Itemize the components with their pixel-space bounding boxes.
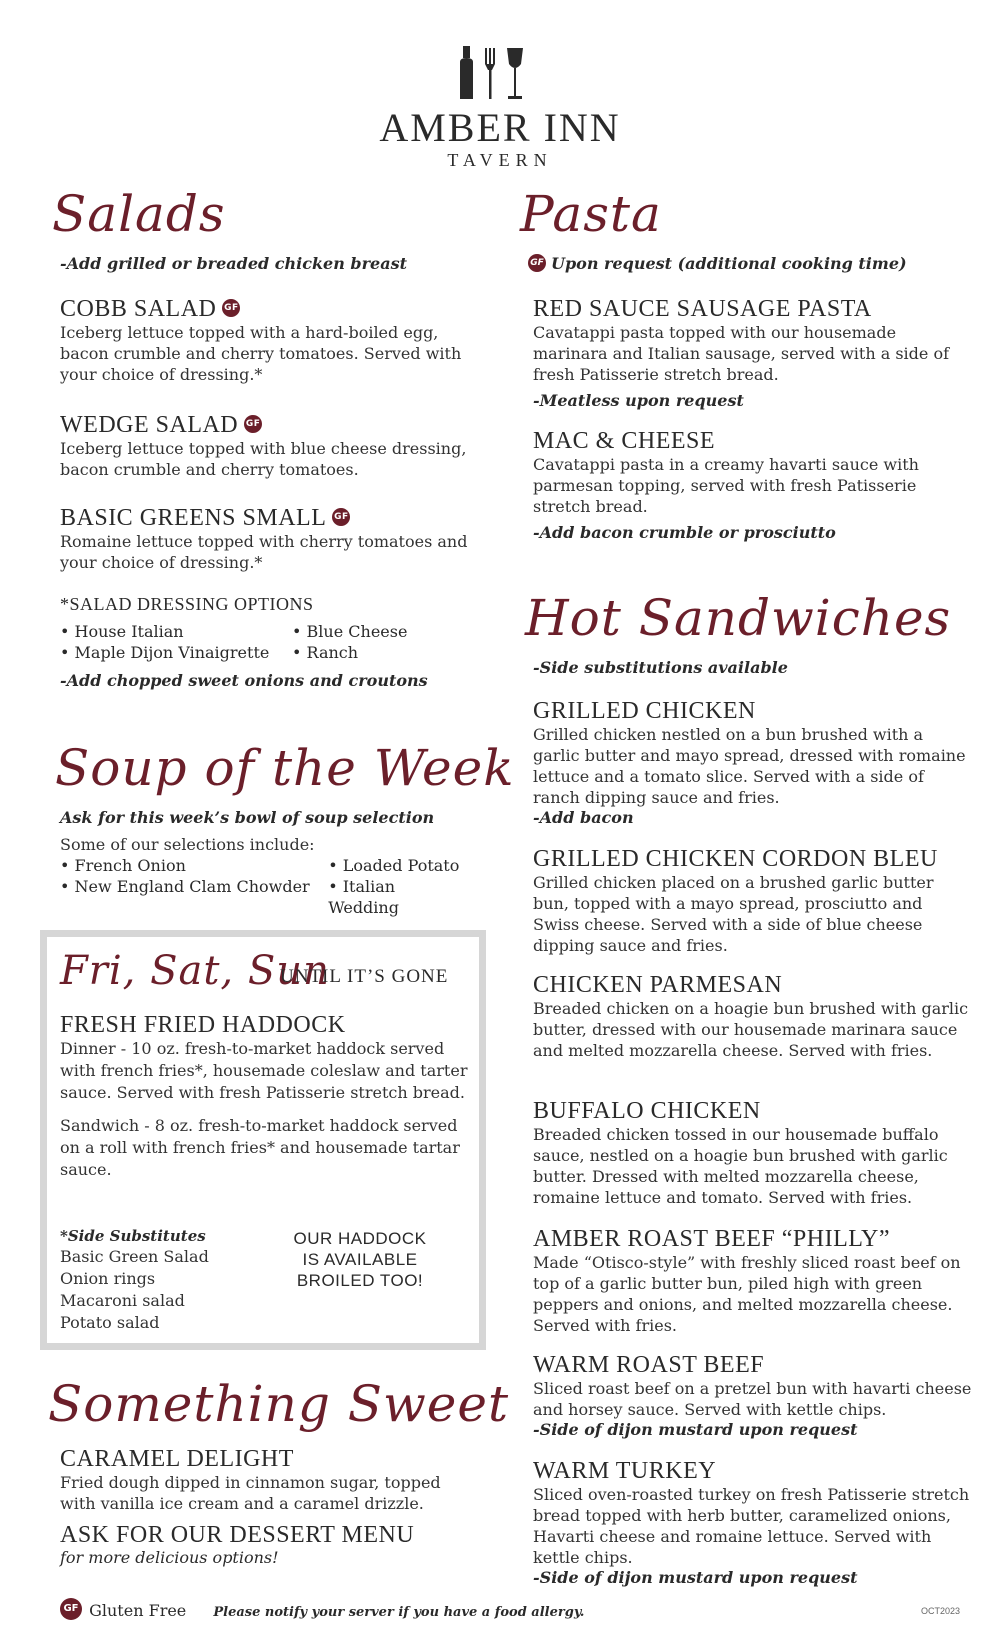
broiled-line: BROILED TOO! — [296, 1271, 424, 1290]
item-description: Fried dough dipped in cinnamon sugar, topped with vanilla ice cream and a caramel drizzle. — [60, 1473, 441, 1513]
soup-title: Soup of the Week — [55, 739, 515, 797]
gluten-free-icon: GF — [60, 1598, 82, 1620]
soup-list-right — [328, 855, 470, 918]
dinner-description: Dinner - 10 oz. fresh-to-market haddock served with french fries*, housemade coleslaw and tarter sauce. Served with fresh Patisserie stretch bread. — [60, 1039, 468, 1102]
weekend-tag: UNTIL IT’S GONE — [280, 966, 449, 987]
red-sauce-sausage-pasta — [533, 296, 973, 411]
warm-turkey — [533, 1458, 973, 1588]
list-item: • New England Clam Chowder — [60, 876, 328, 897]
dressing-title: *SALAD DRESSING OPTIONS — [60, 594, 314, 614]
item-name: COBB SALAD GF — [60, 296, 239, 322]
sandwiches-note: -Side substitutions available — [533, 658, 788, 677]
item-name: WARM ROAST BEEF — [533, 1352, 765, 1378]
dressing-note: -Add chopped sweet onions and croutons — [60, 671, 428, 690]
item-description: Breaded chicken on a hoagie bun brushed with garlic butter, dressed with our housemade marinara sauce and melted mozzarella cheese. Served with fries. — [533, 999, 969, 1060]
list-item: • Maple Dijon Vinaigrette — [60, 642, 292, 663]
item-name: CHICKEN PARMESAN — [533, 972, 783, 998]
item-description: Made “Otisco-style” with freshly sliced roast beef on top of a garlic butter bun, piled high with green peppers and onions, and melted mozzarella cheese. Served with fries. — [533, 1253, 961, 1335]
item-description: Cavatappi pasta topped with our housemade marinara and Italian sausage, served with a side of fresh Patisserie stretch bread. — [533, 323, 950, 384]
item-description: Breaded chicken tossed in our housemade buffalo sauce, nestled on a hoagie bun brushed with garlic butter. Dressed with melted mozzarella cheese, romaine lettuce and tomato. Served with fries. — [533, 1125, 948, 1207]
item-note: -Meatless upon request — [533, 391, 744, 410]
list-item: • Ranch — [292, 642, 407, 663]
broiled-line: OUR HADDOCK — [293, 1229, 427, 1248]
item-description: Cavatappi pasta in a creamy havarti sauce with parmesan topping, served with fresh Patisserie stretch bread. — [533, 455, 919, 516]
list-item: Onion rings — [60, 1269, 156, 1288]
dressing-options — [60, 594, 470, 691]
item-note: -Add bacon — [533, 808, 634, 827]
dessert-menu-title: ASK FOR OUR DESSERT MENU — [60, 1522, 415, 1548]
buffalo-chicken — [533, 1098, 973, 1208]
brand-title: AMBER INN — [379, 105, 621, 150]
list-item: • French Onion — [60, 855, 328, 876]
item-note: -Side of dijon mustard upon request — [533, 1420, 858, 1439]
dressing-list-right — [292, 621, 407, 663]
list-item: • Loaded Potato — [328, 855, 470, 876]
item-name: CARAMEL DELIGHT — [60, 1446, 294, 1472]
basic-greens-small — [60, 505, 470, 573]
item-description: Grilled chicken nestled on a bun brushed with a garlic butter and mayo spread, dressed with romaine lettuce and a tomato slice. Served with a side of ranch dipping sauce and fries. — [533, 725, 966, 807]
gluten-free-icon: GF — [222, 299, 240, 317]
item-name: BASIC GREENS SMALL GF — [60, 505, 349, 531]
fresh-fried-haddock — [60, 1012, 470, 1181]
list-item: • Italian Wedding — [328, 876, 470, 918]
soup-intro: Some of our selections include: — [60, 835, 315, 854]
item-name: BUFFALO CHICKEN — [533, 1098, 761, 1124]
pasta-title: Pasta — [520, 185, 662, 243]
gluten-free-icon: GF — [528, 254, 546, 272]
dessert-menu-sub: for more delicious options! — [60, 1548, 279, 1567]
soup-note: Ask for this week’s bowl of soup selection — [60, 808, 435, 827]
item-name: MAC & CHEESE — [533, 428, 716, 454]
item-description: Romaine lettuce topped with cherry tomatoes and your choice of dressing.* — [60, 532, 468, 572]
grilled-chicken — [533, 698, 973, 828]
brand-subtitle: TAVERN — [447, 150, 553, 170]
list-item: Macaroni salad — [60, 1291, 185, 1310]
gluten-free-icon: GF — [332, 508, 350, 526]
sandwiches-title: Hot Sandwiches — [525, 589, 952, 647]
item-name: GRILLED CHICKEN CORDON BLEU — [533, 846, 938, 872]
subs-title: *Side Substitutes — [60, 1227, 206, 1245]
broiled-line: IS AVAILABLE — [302, 1250, 418, 1269]
item-name: AMBER ROAST BEEF “PHILLY” — [533, 1226, 890, 1252]
item-name: WARM TURKEY — [533, 1458, 717, 1484]
footer — [60, 1600, 960, 1628]
salads-title: Salads — [52, 185, 226, 243]
item-name: RED SAUCE SAUSAGE PASTA — [533, 296, 872, 322]
side-substitutes — [60, 1226, 260, 1334]
item-name: GRILLED CHICKEN — [533, 698, 756, 724]
dressing-list-left — [60, 621, 292, 663]
list-item: Basic Green Salad — [60, 1247, 209, 1266]
cobb-salad — [60, 296, 470, 385]
mac-and-cheese — [533, 428, 973, 543]
list-item: Potato salad — [60, 1313, 160, 1332]
gluten-free-label: Gluten Free — [89, 1600, 187, 1620]
chicken-parmesan — [533, 972, 973, 1061]
warm-roast-beef — [533, 1352, 973, 1440]
item-description: Sliced oven-roasted turkey on fresh Patisserie stretch bread topped with herb butter, caramelized onions, Havarti cheese and romaine lettuce. Served with kettle chips. — [533, 1485, 970, 1567]
salads-note: -Add grilled or breaded chicken breast — [60, 254, 407, 273]
item-description: Iceberg lettuce topped with a hard-boiled egg, bacon crumble and cherry tomatoes. Served with your choice of dressing.* — [60, 323, 462, 384]
pasta-note: GF Upon request (additional cooking time) — [528, 254, 968, 274]
item-description: Iceberg lettuce topped with blue cheese dressing, bacon crumble and cherry tomatoes. — [60, 439, 467, 479]
item-note: -Side of dijon mustard upon request — [533, 1568, 858, 1587]
item-description: Sliced roast beef on a pretzel bun with havarti cheese and horsey sauce. Served with kettle chips. — [533, 1379, 972, 1419]
weekend-title: Fri, Sat, Sun — [60, 948, 330, 994]
wedge-salad — [60, 412, 470, 480]
sweet-title: Something Sweet — [48, 1375, 510, 1433]
soup-section — [60, 808, 470, 918]
item-name: FRESH FRIED HADDOCK — [60, 1012, 346, 1038]
caramel-delight — [60, 1446, 470, 1514]
soup-list-left — [60, 855, 328, 918]
item-description: Grilled chicken placed on a brushed garlic butter bun, topped with a mayo spread, prosciutto and Swiss cheese. Served with a side of blue cheese dipping sauce and fries. — [533, 873, 934, 955]
menu-code: OCT2023 — [920, 1606, 960, 1616]
broiled-note — [270, 1228, 450, 1291]
item-note: -Add bacon crumble or prosciutto — [533, 523, 836, 542]
allergy-note: Please notify your server if you have a food allergy. — [213, 1604, 585, 1620]
list-item: • House Italian — [60, 621, 292, 642]
logo — [455, 44, 535, 102]
list-item: • Blue Cheese — [292, 621, 407, 642]
grilled-chicken-cordon-bleu — [533, 846, 973, 956]
item-name: WEDGE SALAD GF — [60, 412, 261, 438]
dessert-menu — [60, 1522, 470, 1568]
sandwich-description: Sandwich - 8 oz. fresh-to-market haddock served on a roll with french fries* and housemade tartar sauce. — [60, 1116, 460, 1179]
amber-roast-beef-philly — [533, 1226, 973, 1336]
gluten-free-icon: GF — [244, 415, 262, 433]
bottle-fork-glass-icon — [455, 44, 535, 102]
